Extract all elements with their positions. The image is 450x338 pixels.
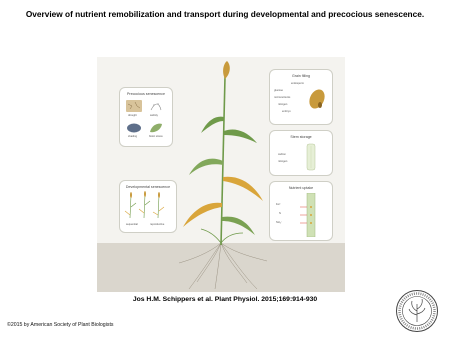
wheat-plants-icon [124, 191, 172, 219]
biotic-stress-icon [149, 122, 163, 133]
citation: Jos H.M. Schippers et al. Plant Physiol. 2015;169:914-930 [132, 296, 318, 303]
nitrogen-label: nitrogen [278, 103, 288, 106]
society-seal-logo [395, 289, 439, 333]
slide-title: Overview of nutrient remobilization and transport during developmental and precocious senescence. [25, 9, 425, 19]
stem-storage-title: Stem storage [290, 135, 312, 139]
developmental-senescence-title: Developmental senescence [125, 185, 171, 189]
green-leaf-upper-left [201, 117, 224, 133]
endosperm-label: endosperm [291, 82, 304, 85]
salinity-icon [149, 100, 163, 112]
grain-filling-panel [269, 69, 333, 125]
green-leaf-lower-right [222, 217, 255, 235]
green-leaf-upper-right [224, 130, 257, 144]
shading-icon [126, 122, 142, 133]
copyright-notice: ©2015 by American Society of Plant Biologists [7, 322, 114, 328]
nutrient-uptake-panel [269, 181, 333, 241]
precocious-senescence-title: Precocious senescence [127, 92, 165, 96]
stem-section-icon [304, 142, 318, 172]
drought-label: drought [128, 114, 137, 117]
biotic-stress-label: biotic stress [149, 135, 163, 138]
senescence-figure [97, 57, 345, 292]
salinity-label: salinity [150, 114, 158, 117]
shading-label: shading [128, 135, 138, 138]
n-label: N [279, 212, 281, 215]
nutrient-uptake-title: Nutrient uptake [288, 186, 314, 190]
glucose-label: glucose [274, 89, 283, 92]
micronutrients-label: micronutrients [274, 96, 291, 99]
green-leaf-middle-left [189, 159, 223, 175]
grain-icon [306, 86, 328, 112]
reproductive-label: reproductive [150, 223, 165, 226]
grain-filling-title: Grain filling [292, 74, 310, 78]
grain-ear [223, 61, 230, 79]
developmental-senescence-panel [119, 180, 177, 233]
ammonium-label: NH₄⁺ [276, 221, 283, 224]
stem-nitrogen-label: nitrogen [278, 160, 288, 163]
sequential-label: sequential [126, 223, 138, 226]
stem-storage-panel [269, 130, 333, 176]
root-section-icon [300, 193, 322, 237]
yellow-leaf-left [183, 203, 222, 227]
embryo-label: embryo [282, 110, 291, 113]
drought-icon [126, 100, 142, 112]
iron-label: Fe²⁺ [276, 203, 282, 206]
carbon-label: carbon [278, 153, 286, 156]
precocious-senescence-panel [119, 87, 173, 147]
yellow-leaf-right [223, 177, 263, 201]
soil-area [97, 243, 345, 292]
